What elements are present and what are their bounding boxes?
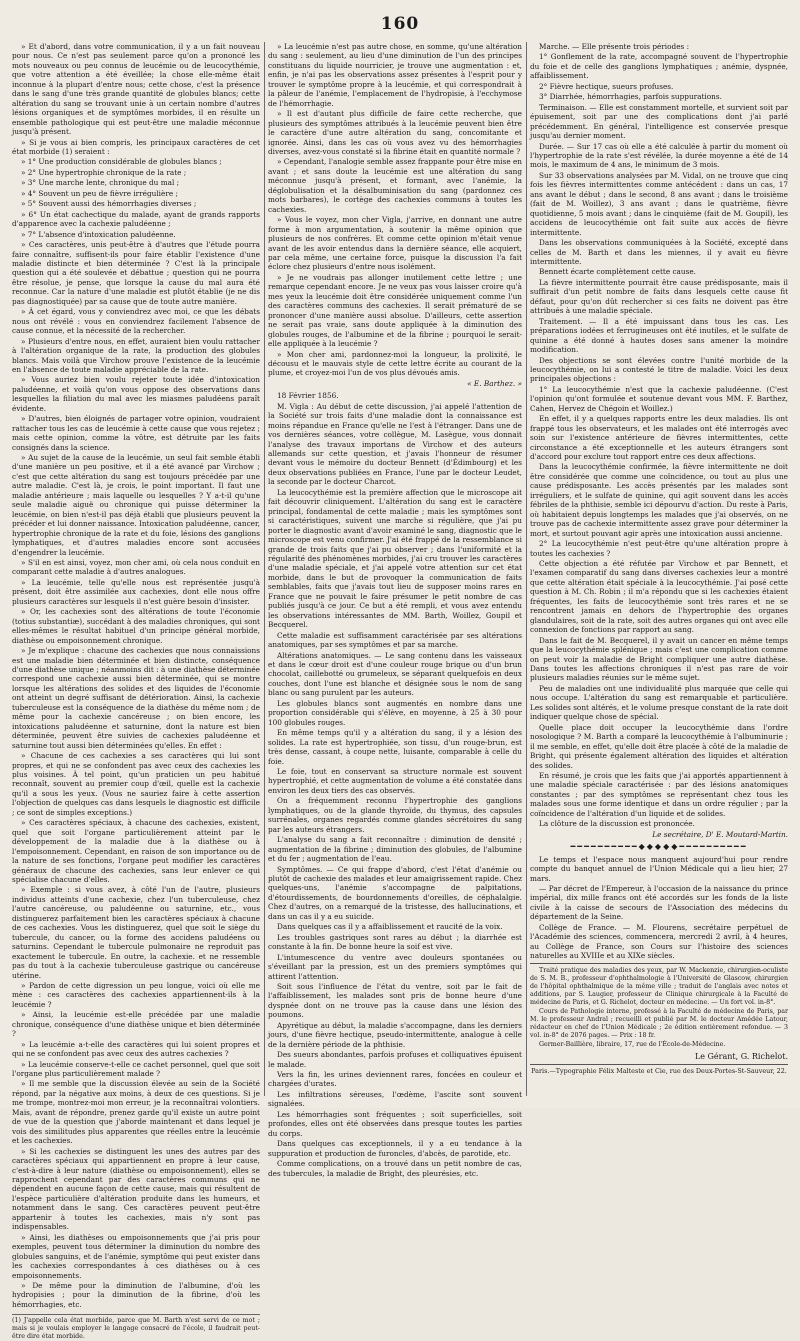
paragraph: » De même pour la diminution de l'albumine, d'où les hydropisies ; pour la diminution de la fibrine, d'où les hémorrhagies, etc.: [12, 1281, 260, 1309]
paragraph: Sur 33 observations analysées par M. Vidal, on ne trouve que cinq fois les fièvres intermittentes comme antécédent : dans un cas, 17 ans avant le début ; dans le second, 8 ans avant ; dans le troisième (fait de M. Woillez), 3 ans avant ; dans le quatrième, fièvre quotidienne, 5 mois avant ; dans le cinquième (fait de M. Goupil), les accidens de leucocythémie ont fait suite aux accès de fièvre intermittente.: [530, 170, 788, 237]
paragraph: Bennett écarte complètement cette cause.: [539, 267, 696, 277]
paragraph: » 7° L'absence d'intoxication paludéenne.: [21, 229, 176, 239]
paragraph: » 3° Une marche lente, chronique du mal ;: [21, 178, 180, 188]
paragraph: Apyrétique au début, la maladie s'accompagne, dans les derniers jours, d'une fièvre hectique, pseudo-intermittente, analogue à celle de la dernière période de la phthisie.: [268, 1020, 522, 1049]
paragraph: » D'autres, bien éloignés de partager votre opinion, voudraient rattacher tous les cas de leucémie à cette cause que vous rejetez ; mais cette opinion, comme la vôtre, est détruite par les faits consignés dans la science.: [12, 414, 260, 452]
paragraph: » À cet égard, vous y conviendrez avec moi, ce que les débats nous ont révélé : vous en conviendrez facilement l'absence de cause connue, et la nécessité de la rechercher.: [12, 307, 260, 336]
paragraph: » Mon cher ami, pardonnez-moi la longueur, la prolixité, le décousu et le mauvais style de cette lettre écrite au courant de la plume, et croyez-moi l'un de vos plus dévoués amis.: [268, 349, 522, 378]
paragraph: » Et d'abord, dans votre communication, il y a un fait nouveau pour nous. Ce n'est pas seulement parce qu'on a prononcé les mots nouveaux ou peu connus de leucémie ou de leucocythémie, que votre attention a été éveillée; la chose elle-même était inconnue à la plupart d'entre nous; cette chose, c'est la présence dans le sang d'une très grande quantité de globules blancs; cette altération du sang se trouvant unie à un certain nombre d'autres lésions organiques et de symptômes morbides, il en résulte un ensemble pathologique qui est peut-être une maladie méconnue jusqu'à présent.: [12, 42, 260, 137]
paragraph-group: [12, 42, 260, 1309]
paragraph: Des sueurs abondantes, parfois profuses et colliquatives épuisent le malade.: [268, 1050, 522, 1069]
paragraph: » Il est d'autant plus difficile de faire cette recherche, que plusieurs des symptômes attribués à la leucémie peuvent bien être le caractère d'une autre altération du sang, concomitante et ignorée. Ainsi, dans les cas où vous avez vu des hémorrhagies diverses, avez-vous constaté si la fibrine était en quantité normale ?: [268, 109, 522, 156]
paragraph: » 6° Un état cachectique du malade, ayant de grands rapports d'apparence avec la cachexie paludéenne ;: [12, 209, 260, 229]
paragraph: Altérations anatomiques. — Le sang contenu dans les vaisseaux et dans le cœur droit est d'une couleur rouge brique ou d'un brun chocolat, caillebotté ou grumeleux, se séparant quelquefois en deux couches, dont l'une est blanche et désignée sous le nom de sang blanc ou sang purulent par les auteurs.: [268, 650, 522, 698]
page-number: 160: [380, 14, 420, 34]
column-middle: [268, 42, 522, 1178]
paragraph: » 5° Souvent aussi des hémorrhagies diverses ;: [21, 199, 197, 209]
paragraph: Les infiltrations séreuses, l'œdème, l'ascite sont souvent signalées.: [268, 1089, 522, 1109]
paragraph: » La leucémie a-t-elle des caractères qui lui soient propres et qui ne se confondent pas avec ceux des autres cachexies ?: [12, 1039, 260, 1059]
paragraph: 3° Diarrhée, hémorrhagies, parfois suppurations.: [539, 92, 722, 102]
paragraph: Cette maladie est suffisamment caractérisée par ses altérations anatomiques, par ses symptômes et par sa marche.: [268, 630, 522, 650]
signature-secretary: Le secrétaire, D' E. Moutard-Martin.: [652, 829, 788, 839]
paragraph: » Je ne voudrais pas allonger inutilement cette lettre ; une remarque cependant encore. Je ne veux pas vous laisser croire qu'à mes yeux la leucémie doit être considérée uniquement comme l'un des caractères communs des cachexies. Il serait prématuré de se prononcer d'une manière aussi absolue. D'ailleurs, cette assertion ne serait pas vraie, sans doute appliquée à la diminution des globules rouges, de l'albumine et de la fibrine ; pourquoi le serait-elle appliquée à la leucémie ?: [268, 272, 522, 349]
paragraph: L'analyse du sang a fait reconnaître : diminution de densité ; augmentation de la fibrine ; diminution des globules, de l'albumine et du fer ; augmentation de l'eau.: [268, 835, 522, 864]
paragraph: » S'il en est ainsi, voyez, mon cher ami, où cela nous conduit en comparant cette maladie à d'autres analogues.: [12, 558, 260, 577]
paragraph: En résumé, je crois que les faits que j'ai apportés appartiennent à une maladie spéciale caractérisée : par des lésions anatomiques constantes ; par des symptômes se représentant chez tous les malades sous une forme identique et dans un ordre régulier ; par la coïncidence de l'altération d'un liquide et de solides.: [530, 770, 788, 818]
paragraph-group: [268, 42, 522, 378]
paragraph: » Exemple : si vous avez, à côté l'un de l'autre, plusieurs individus atteints d'une cachexie, chez l'un tuberculeuse, chez l'autre cancéreuse, ou paludéenne ou saturnine, etc., vous distinguerez parfaitement bien les caractères spéciaux à chacune de ces cachexies. Vous les distinguerez, quel que soit le siège du tubercule, du cancer, ou la forme des accidens paludéens ou saturnins. Cependant le tubercule pulmonaire ne reproduit pas exactement le tubercule. En outre, la cachexie. et ne ressemble pas du tout à la cachexie tuberculeuse gastrique ou cancéreuse utérine.: [12, 885, 260, 980]
paragraph: 2° La leucocythémie n'est peut-être qu'une altération propre à toutes les cachexies ?: [530, 539, 788, 558]
paragraph: Germer-Baillière, libraire, 17, rue de l'École-de-Médecine.: [539, 1040, 726, 1048]
paragraph: » Ces caractères spéciaux, à chacune des cachexies, existent, quel que soit l'organe particulièrement atteint par le développement de la maladie due à la diathèse ou à l'empoisonnement. Cependant, en raison de son importance ou de la nature de ses fonctions, l'organe peut modifier les caractères généraux de chacune des cachexies, sans leur enlever ce qui spécialise chacune d'elles.: [12, 818, 260, 884]
paragraph: 2° Fièvre hectique, sueurs profuses.: [539, 81, 674, 91]
column-left: [12, 42, 260, 1341]
paragraph: Cette objection a été réfutée par Virchow et par Bennett, et l'examen comparatif du sang dans diverses cachexies leur a montré que cette altération était spéciale à la leucocythémie. J'ai posé cette question à M. Ch. Robin ; il m'a répondu que si les cachexies étaient fréquentes, les faits de leucocythémie sont très rares et ne se rencontrent jamais en dehors de l'hypertrophie des organes glandulaires, soit de la rate, soit des autres organes qui ont avec elle connexion de fonctions par rapport au sang.: [530, 559, 788, 635]
paragraph: » Au sujet de la cause de la leucémie, un seul fait semble établi d'une manière un peu positive, et il a été avancé par Virchow ; c'est que cette altération du sang est toujours précédée par une autre maladie. C'est là, je crois, le point important. Il faut une maladie antérieure ; mais laquelle ou lesquelles ? Y a-t-il qu'une seule maladie aiguë ou chronique qui puisse déterminer la leucémie, on bien n'est-il pas déjà établi que plusieurs peuvent la précéder et lui donner naissance. Intoxication paludéenne, cancer, hypertrophie chronique de la rate et du foie, lésions des ganglions lymphatiques, et d'autres maladies encore sont accusées d'engendrer la leucémie.: [12, 453, 260, 557]
paragraph: » Ainsi, les diathèses ou empoisonnements que j'ai pris pour exemples, peuvent tous déterminer la diminution du nombre des globules sanguins, et de l'anémie, symptôme qui peut exister dans les cachexies correspondantes à ces diathèses ou à ces empoisonnements.: [12, 1232, 260, 1280]
paragraph: Collège de France. — M. Flourens, secrétaire perpétuel de l'Académie des sciences, commencera, mercredi 2 avril, à 4 heures, au Collège de France, son Cours sur l'histoire des sciences naturelles au XVIIIe et au XIXe siècles.: [530, 922, 788, 961]
signature-barthez: « E. Barthez. »: [467, 378, 522, 388]
paragraph: Marche. — Elle présente trois périodes :: [539, 42, 690, 51]
paragraph: Peu de maladies ont une individualité plus marquée que celle qui nous occupe. L'altération du sang est remarquable et particulière. Les solides sont altérés, et le volume presque constant de la rate doit indiquer quelque chose de spécial.: [530, 683, 788, 722]
paragraph: » Vous le voyez, mon cher Vigla, j'arrive, en donnant une autre forme à mon argumentation, à soutenir la même opinion que plusieurs de nos confrères. Et comme cette opinion m'était venue avant de les avoir entendus dans la dernière séance, elle acquiert, par cela même, une certaine force, puisque la discussion l'a fait éclore chez plusieurs d'entre nous isolément.: [268, 215, 522, 272]
paragraph: L'intumescence du ventre avec douleurs spontanées ou s'éveillant par la pression, est un des premiers symptômes qui attirent l'attention.: [268, 952, 522, 981]
printer-line: Paris.—Typographie Félix Malteste et Cie, rue des Deux-Portes-St-Sauveur, 22.: [531, 1067, 787, 1076]
paragraph: » Si je vous ai bien compris, les principaux caractères de cet état morbide (1) seraient :: [12, 137, 260, 156]
paragraph: » Si les cachexies se distinguent les unes des autres par des caractères spéciaux qui appartiennent en propre à leur cause, c'est-à-dire à leur nature (diathèse ou empoisonnement), elles se rapprochent cependant par des caractères communs qui ne dépendent en aucune façon de cette cause, mais qui résultent de l'espèce particulière d'altération produite dans les humeurs, et notamment dans le sang. Ces caractères peuvent peut-être appartenir à toutes les cachexies, mais n'y sont pas indispensables.: [12, 1146, 260, 1232]
footnote: (1) J'appelle cela état morbide, parce que M. Barth n'est servi de ce mot ; mais si je voulais employer le langage consacré de l'école, il faudrait peut-être dire état morbide.: [12, 1314, 260, 1341]
paragraph: » Chacune de ces cachexies a ses caractères qui lui sont propres, et qui ne se confondent pas avec ceux des cachexies les plus voisines. À tel point, qu'un praticien un peu habitué reconnaît, souvent au premier coup d'œil, quelle est la cachexie qu'il a sous les yeux. (Vous ne sauriez faire à cette assertion l'objection de quelques cas dans lesquels le diagnostic est difficile ; ce sont de simples exceptions.): [12, 751, 260, 817]
paragraph: » La leucémie n'est pas autre chose, en somme, qu'une altération du sang : seulement, au lieu d'une diminution de l'un des principes constituans du liquide nourricier, je trouve une augmentation : et, enfin, je n'ai pas les observations assez présentes à l'esprit pour y trouver le symptôme propre à la leucémie, et qui correspondrait à la pâleur de l'anémie, l'emplacement de l'hydropisie, à l'ecchymose de l'hémorrhagie.: [268, 42, 522, 108]
paragraph: » Or, les cachexies sont des altérations de toute l'économie (totius substantiæ), succédant à des maladies chroniques, qui sont elles-mêmes le résultat habituel d'un principe général morbide, diathèse ou empoisonnement chronique.: [12, 607, 260, 645]
paragraph: La clôture de la discussion est prononcée.: [539, 819, 695, 829]
paragraph: » Vous auriez bien voulu rejeter toute idée d'intoxication paludéenne, et voilà qu'on vous oppose des observations dans lesquelles la filiation du mal avec les miasmes paludéens paraît évidente.: [12, 375, 260, 413]
paragraph: — Par décret de l'Empereur, à l'occasion de la naissance du prince impérial, dix mille francs ont été accordés sur les fonds de la liste civile à la caisse de secours de l'Association des médecins du département de la Seine.: [530, 883, 788, 922]
gerant-line: Le Gérant, G. Richelot.: [694, 1051, 788, 1061]
paragraph: » Je m'explique : chacune des cachexies que nous connaissions est une maladie bien déterminée et bien distincte, conséquence d'une diathèse unique ; néanmoins dit : à une diathèse déterminée correspond une cachexie aussi bien déterminée, qui se montre lorsque les altérations des solides et des liquides de l'économie ont atteint un degré suffisant de détérioration. Ainsi, la cachexie tuberculeuse est la conséquence de la diathèse du même nom ; de même pour la cachexie cancéreuse ; on bien encore, les intoxications paludéenne et saturnine, dont la nature est bien déterminée, peuvent être suivies de cachexies paludéenne et saturnine tout aussi bien déterminées qu'elles. En effet :: [12, 646, 260, 750]
paragraph: » 2° Une hypertrophie chronique de la rate ;: [21, 167, 187, 177]
paragraph: En effet, il y a quelques rapports entre les deux maladies. Ils ont frappé tous les observateurs, et les malades ont été interrogés avec soin sur l'existence antérieure de fièvres intermittentes, cette circonstance a été exceptionnelle et les auteurs étrangers sont d'accord pour exclure tout rapport entre ces deux affections.: [530, 414, 788, 462]
divider: [530, 1064, 788, 1065]
paragraph: Quelle place doit occuper la leucocythémie dans l'ordre nosologique ? M. Barth a comparé la leucocythémie à l'albuminurie ; il me semble, en effet, qu'elle doit être placée à côté de la maladie de Bright, qui présente également altération des liquides et altération des solides.: [530, 722, 788, 770]
paragraph: » Ces caractères, unis peut-être à d'autres que l'étude pourra faire connaître, suffisent-ils pour faire établir l'existence d'une maladie distincte et bien déterminée ? C'est là la principale question qui a été soulevée et débattue ; question qui ne pourra être résolue, je pense, que lorsque la cause du mal aura été reconnue. Car la nature d'une maladie est plutôt établie (je ne dis pas diagnostiquée) par sa cause que de toute autre manière.: [12, 240, 260, 306]
paragraph: Traitement. — Il a été impuissant dans tous les cas. Les préparations iodées et ferrugineuses ont été inutiles, et le sulfate de quinine a été donné à hautes doses sans amener la moindre modification.: [530, 316, 788, 355]
paragraph: M. Vigla : Au début de cette discussion, j'ai appelé l'attention de la Société sur trois faits d'une maladie dont la connaissance est moins répandue en France qu'elle ne l'est à l'étranger. Dans une de vos dernières séances, votre collègue, M. Lasègue, vous donnait l'analyse des travaux importans de Virchow et des auteurs allemands sur cette question, et j'avais l'honneur de résumer devant vous le mémoire du docteur Bennett (d'Édimbourg) et les deux observations publiées en France, l'une par le docteur Leudet, la seconde par le docteur Charcot.: [268, 401, 522, 487]
paragraph: » Plusieurs d'entre nous, en effet, auraient bien voulu rattacher à l'altération organique de la rate, la production des globules blancs. Mais voilà que Virchow prouve l'existence de la leucémie en l'absence de toute maladie appréciable de la rate.: [12, 336, 260, 374]
paragraph: Durée. — Sur 17 cas où elle a été calculée à partir du moment où l'hypertrophie de la rate s'est révélée, la durée moyenne a été de 14 mois, le maximum de 4 ans, le minimum de 3 mois.: [530, 141, 788, 170]
paragraph: En même temps qu'il y a altération du sang, il y a lésion des solides. La rate est hypertrophiée, son tissu, d'un rouge-brun, est très dense, cassant, à coupe nette, luisante, comparable à celle du foie.: [268, 728, 522, 766]
paragraph: Des objections se sont élevées contre l'unité morbide de la leucocythémie, on lui a contesté le titre de maladie. Voici les deux principales objections :: [530, 355, 788, 384]
paragraph: » Pardon de cette digression un peu longue, voici où elle me mène : ces caractères des cachexies appartiennent-ils à la leucémie ?: [12, 980, 260, 1009]
divider: [530, 963, 788, 964]
paragraph: » Il me semble que la discussion élevée au sein de la Société répond, par la négative aux moins, à deux de ces questions. Si je me trompe, montrez-moi mon erreur, je la reconnaîtrai volontiers. Mais, avant de répondre, prenez garde qu'il existe un autre point de vue de la question que j'aborde maintenant et dans lequel je vois des similitudes plus apparentes que réelles entre la leucémie et les cachexies.: [12, 1079, 260, 1146]
paragraph: On a fréquemment reconnu l'hypertrophie des ganglions lymphatiques, ou de la glande thyroïde, du thymus, des capsules surrénales, organes regardés comme glandes sécrétoires du sang par les auteurs étrangers.: [268, 796, 522, 834]
paragraph: Symptômes. — Ce qui frappe d'abord, c'est l'état d'anémie ou plutôt de cachexie des malades et leur amaigrissement rapide. Chez quelques-uns, l'anémie s'accompagne de palpitations, d'étourdissements, de bourdonnements d'oreilles, de céphalalgie. Chez d'autres, on a remarqué de la tristesse, des hallucinations, et dans un cas il y a eu suicide.: [268, 864, 522, 921]
paragraph: » Ainsi, la leucémie est-elle précédée par une maladie chronique, conséquence d'une diathèse unique et bien déterminée ?: [12, 1010, 260, 1039]
paragraph: Cours de Pathologie interne, professé à la Faculté de médecine de Paris, par M. le professeur Andral ; recueilli et publié par M. le docteur Amédée Latour, rédacteur en chef de l'Union Médicale ; 2e édition entièrement refondue. — 3 vol. in-8° de 2076 pages. — Prix : 18 fr.: [530, 1007, 788, 1039]
paragraph-group: [530, 42, 788, 829]
bibliography: [530, 967, 788, 1049]
paragraph: 1° La leucocythémie n'est que la cachexie paludéenne. (C'est l'opinion qu'ont formulée et soutenue devant vous MM. F. Barthez, Cahen, Hervez de Chégoin et Woillez.): [530, 384, 788, 413]
paragraph: Le temps et l'espace nous manquent aujourd'hui pour rendre compte du banquet annuel de l'Union Médicale qui a lieu hier, 27 mars.: [530, 854, 788, 883]
paragraph-group: [268, 402, 522, 1178]
paragraph-group: [530, 855, 788, 961]
column-rule: [264, 42, 265, 1096]
paragraph: Terminaison. — Elle est constamment mortelle, et survient soit par épuisement, soit par une des complications dont j'ai parlé précédemment. En général, l'intelligence est conservée presque jusqu'au dernier moment.: [530, 102, 788, 141]
paragraph: Les troubles gastriques sont rares au début ; la diarrhée est constante à la fin. De bonne heure la soif est vive.: [268, 932, 522, 952]
paragraph: Dans quelques cas il y a affaiblissement et raucité de la voix.: [277, 922, 503, 932]
paragraph: 1° Gonflement de la rate, accompagné souvent de l'hypertrophie du foie et de celle des ganglions lymphatiques ; anémie, dyspnée, affaiblissement.: [530, 52, 788, 81]
paragraph: » La leucémie, telle qu'elle nous est représentée jusqu'à présent, doit être assimilée aux cachexies, dont elle nous offre plusieurs caractères sur lesquels il n'est guère besoin d'insister.: [12, 577, 260, 606]
paragraph: Vers la fin, les urines deviennent rares, foncées en couleur et chargées d'urates.: [268, 1070, 522, 1089]
paragraph: Dans le fait de M. Becquerel, il y avait un cancer en même temps que la leucocythémie splénique ; mais c'est une complication comme on peut voir la maladie de Bright compliquer une autre diathèse. Dans toutes les affections chroniques il n'est pas rare de voir plusieurs maladies réunies sur le même sujet.: [530, 635, 788, 683]
paragraph: La leucocythémie est la première affection que le microscope ait fait découvrir cliniquement. L'altération du sang est le caractère principal, fondamental de cette maladie ; mais les symptômes sont si caractéristiques, suivent une marche si régulière, que j'ai pu porter le diagnostic avant d'avoir examiné le sang, diagnostic que le microscope est venu confirmer. J'ai été frappé de la ressemblance si grande de trois faits que j'ai pu observer ; dans l'uniformité et la régularité des phénomènes morbides, j'ai cru trouver les caractères d'une maladie spéciale, et j'ai appelé votre attention sur cet état morbide, dans le but de provoquer la communication de faits semblables, faits que j'avais tout lieu de supposer moins rares en France que ne pouvait le faire présumer le petit nombre de cas publiés jusqu'à ce jour. Ce but a été rempli, et vous avez entendu les observations intéressantes de MM. Barth, Woillez, Goupil et Becquerel.: [268, 487, 522, 630]
paragraph: » 1° Une production considérable de globules blancs ;: [21, 157, 222, 167]
paragraph: » Cependant, l'analogie semble assez frappante pour être mise en avant ; et sans doute la leucémie est une altération du sang méconnue jusqu'à présent, et formant, avec l'anémie, la déglobulisation et la désalbuminisation du sang (pardonnez ces mots barbares), le cortège des cachexies communs à toutes les cachexies.: [268, 157, 522, 214]
paragraph: Le foie, tout en conservant sa structure normale est souvent hypertrophié, et cette augmentation de volume a été constatée dans environ les deux tiers des cas observés.: [268, 766, 522, 795]
column-rule: [526, 42, 527, 1096]
paragraph: Dans les observations communiquées à la Société, excepté dans celles de M. Barth et dans les miennes, il y avait eu fièvre intermittente.: [530, 238, 788, 266]
paragraph: Traité pratique des maladies des yeux, par W. Mackenzie, chirurgien-oculiste de S. M. B., professeur d'ophthalmologie à l'Université de Glascow, chirurgien de l'hôpital ophthalmique de la même ville ; traduit de l'anglais avec notes et additions, par S. Laugier, professeur de Clinique chirurgicale à la Faculté de médecine de Paris, et G. Richelot, docteur en médecine. — Un fort vol. in-8°.: [530, 966, 788, 1006]
column-right: [530, 42, 788, 1102]
paragraph: » 4° Souvent un peu de fièvre irrégulière ;: [21, 188, 178, 198]
paragraph: Les globules blancs sont augmentés en nombre dans une proportion considérable qui s'élève, en moyenne, à 25 à 30 pour 100 globules rouges.: [268, 698, 522, 727]
paragraph: » La leucémie conserve-t-elle ce cachet personnel, quel que soit l'organe plus particulièrement malade ?: [12, 1059, 260, 1079]
section-separator: ━━━━━━━━━━◆◆◆◆◆━━━━━━━━━━: [570, 842, 748, 852]
letter-date: 18 Février 1856.: [277, 391, 339, 401]
paragraph: Dans quelques cas exceptionnels, il y a eu tendance à la suppuration et production de furoncles, d'abcès, de parotide, etc.: [268, 1139, 522, 1158]
paragraph: La fièvre intermittente pourrait être cause prédisposante, mais il suffirait d'un petit nombre de faits dans lesquels cette cause fit défaut, pour qu'on dût rechercher si ces faits ne doivent pas être attribués à une maladie spéciale.: [530, 277, 788, 316]
paragraph: Les hémorrhagies sont fréquentes ; soit superficielles, soit profondes, elles ont été observées dans presque toutes les parties du corps.: [268, 1109, 522, 1138]
paragraph: Comme complications, on a trouvé dans un petit nombre de cas, des tubercules, la maladie de Bright, des pleurésies, etc.: [268, 1159, 522, 1178]
paragraph: Dans la leucocythémie confirmée, la fièvre intermittente ne doit être considérée que comme une coïncidence, ou tout au plus une cause prédisposante. Les accès présentés par les malades sont irréguliers, et le sulfate de quinine, qui agit souvent dans les accès fébriles de la phthisie, semble ici dépourvu d'action. Du reste à Paris, où habitaient depuis longtemps les malades que j'ai observés, on ne trouve pas de cachexie intermittente assez grave pour déterminer la mort, et surtout pouvant agir après une intoxication aussi ancienne.: [530, 462, 788, 538]
paragraph: Soit sous l'influence de l'état du ventre, soit par le fait de l'affaiblissement, les malades sont pris de bonne heure d'une dyspnée dont on ne trouve pas la cause dans une lésion des poumons.: [268, 981, 522, 1020]
